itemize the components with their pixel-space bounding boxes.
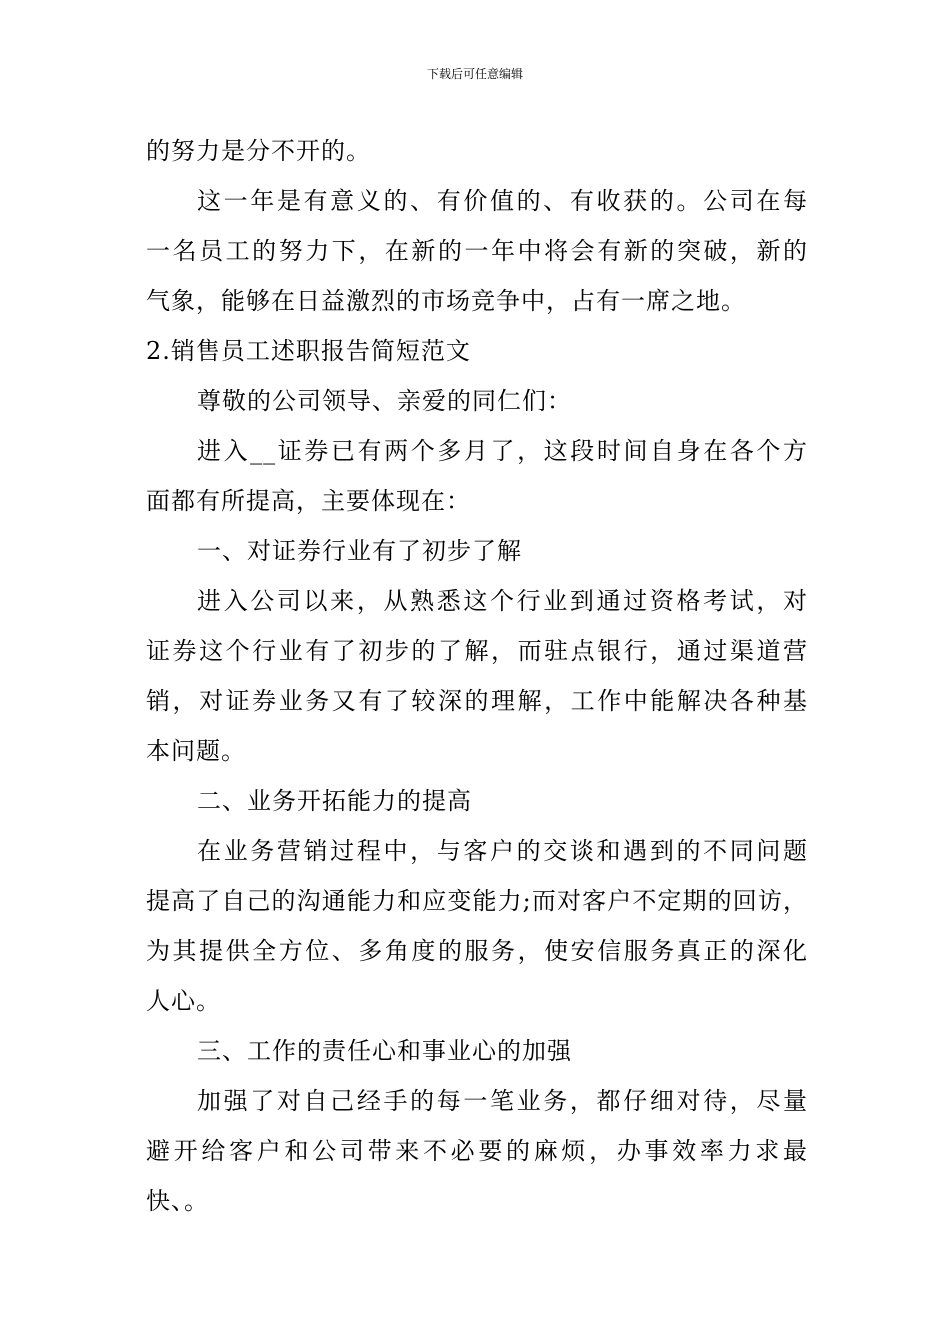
text-line: 三、工作的责任心和事业心的加强 xyxy=(197,1037,572,1065)
text-line: 尊敬的公司领导、亲爱的同仁们： xyxy=(197,387,572,415)
text-line: 快、。 xyxy=(146,1187,209,1215)
text-line: 在业务营销过程中，与客户的交谈和遇到的不同问题 xyxy=(197,837,808,865)
text-line: 面都有所提高，主要体现在： xyxy=(146,487,471,515)
text-line: 提高了自己的沟通能力和应变能力;而对客户不定期的回访， xyxy=(146,887,808,915)
text-line: 加强了对自己经手的每一笔业务，都仔细对待，尽量 xyxy=(197,1087,808,1115)
text-line: 二、业务开拓能力的提高 xyxy=(197,787,472,815)
text-line: 为其提供全方位、多角度的服务，使安信服务真正的深化 xyxy=(146,937,808,965)
text-line: 避开给客户和公司带来不必要的麻烦，办事效率力求最 xyxy=(146,1137,808,1165)
text-line: 进入__证券已有两个多月了，这段时间自身在各个方 xyxy=(197,437,808,465)
text-line: 这一年是有意义的、有价值的、有收获的。公司在每 xyxy=(197,187,808,215)
text-line: 进入公司以来，从熟悉这个行业到通过资格考试，对 xyxy=(197,587,808,615)
text-line: 人心。 xyxy=(146,987,221,1015)
text-line: 气象，能够在日益激烈的市场竞争中，占有一席之地。 xyxy=(146,287,746,315)
text-line: 一名员工的努力下，在新的一年中将会有新的突破，新的 xyxy=(146,237,808,265)
text-line: 销，对证券业务又有了较深的理解，工作中能解决各种基 xyxy=(146,687,808,715)
text-line: 本问题。 xyxy=(146,737,246,765)
page-header: 下载后可任意编辑 xyxy=(426,67,523,81)
text-line: 一、对证券行业有了初步了解 xyxy=(197,537,522,565)
text-line: 证券这个行业有了初步的了解，而驻点银行，通过渠道营 xyxy=(146,637,808,665)
text-line: 的努力是分不开的。 xyxy=(146,137,371,165)
document-body xyxy=(146,126,808,1226)
text-line: 2.销售员工述职报告简短范文 xyxy=(146,337,471,365)
